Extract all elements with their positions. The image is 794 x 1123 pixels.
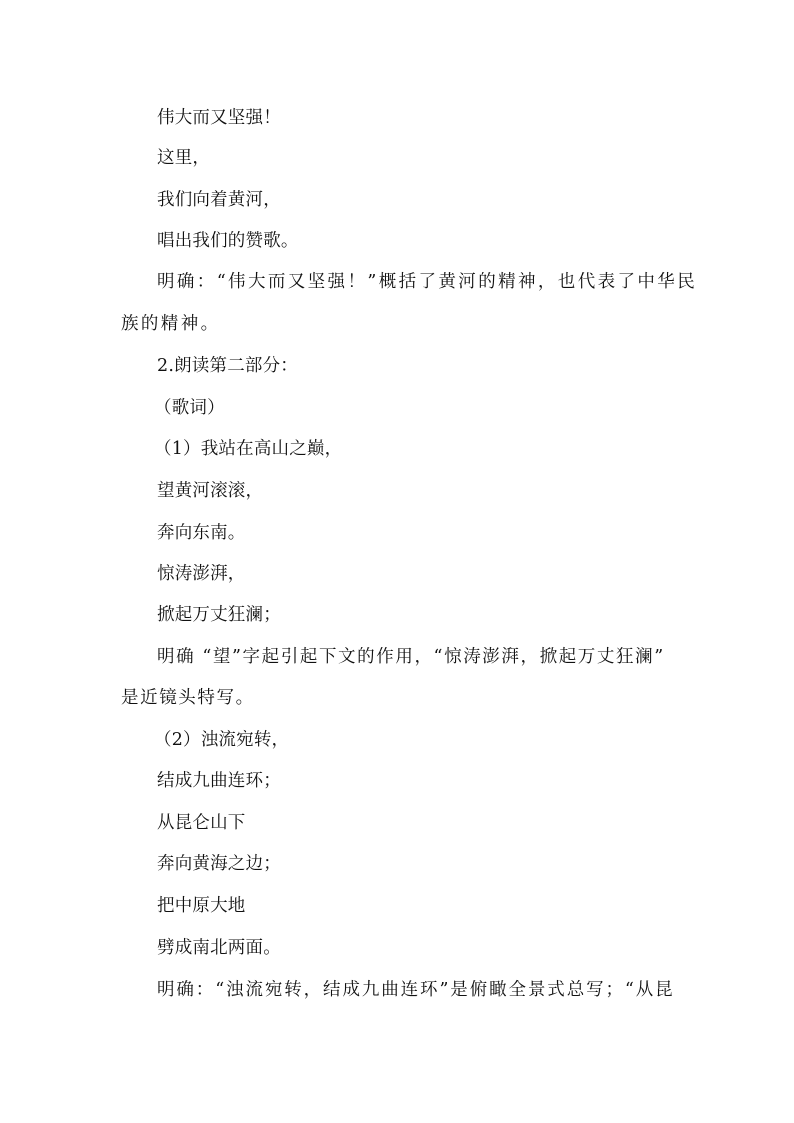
text-line: 我们向着黄河， bbox=[157, 190, 281, 210]
explanation-line: 族的精神。 bbox=[121, 314, 221, 334]
lyrics-line: （2）浊流宛转， bbox=[154, 730, 290, 750]
lyrics-line: 望黄河滚滚， bbox=[157, 481, 264, 501]
explanation-line: 明确：“浊流宛转，结成九曲连环”是俯瞰全景式总写；“从昆 bbox=[157, 980, 675, 1000]
text-line: 唱出我们的赞歌。 bbox=[157, 231, 299, 251]
section-heading: 2.朗读第二部分： bbox=[157, 356, 298, 376]
lyrics-line: （1）我站在高山之巅， bbox=[154, 439, 343, 459]
lyrics-line: 掀起万丈狂澜； bbox=[157, 605, 281, 625]
lyrics-line: 结成九曲连环； bbox=[157, 771, 281, 791]
text-line: 伟大而又坚强！ bbox=[157, 108, 281, 128]
text-line: 这里， bbox=[157, 148, 211, 168]
lyrics-line: 奔向黄海之边； bbox=[157, 854, 281, 874]
explanation-line: 明确 “望”字起引起下文的作用，“惊涛澎湃，掀起万丈狂澜” bbox=[157, 647, 665, 667]
lyrics-line: 从昆仑山下 bbox=[157, 813, 246, 833]
lyrics-line: 劈成南北两面。 bbox=[157, 938, 281, 958]
lyrics-line: 惊涛澎湃， bbox=[157, 564, 246, 584]
explanation-line: 明确：“伟大而又坚强！”概括了黄河的精神，也代表了中华民 bbox=[157, 272, 698, 292]
explanation-line: 是近镜头特写。 bbox=[121, 688, 255, 708]
lyrics-line: 奔向东南。 bbox=[157, 523, 246, 543]
lyrics-label: （歌词） bbox=[154, 398, 225, 418]
lyrics-line: 把中原大地 bbox=[157, 896, 246, 916]
